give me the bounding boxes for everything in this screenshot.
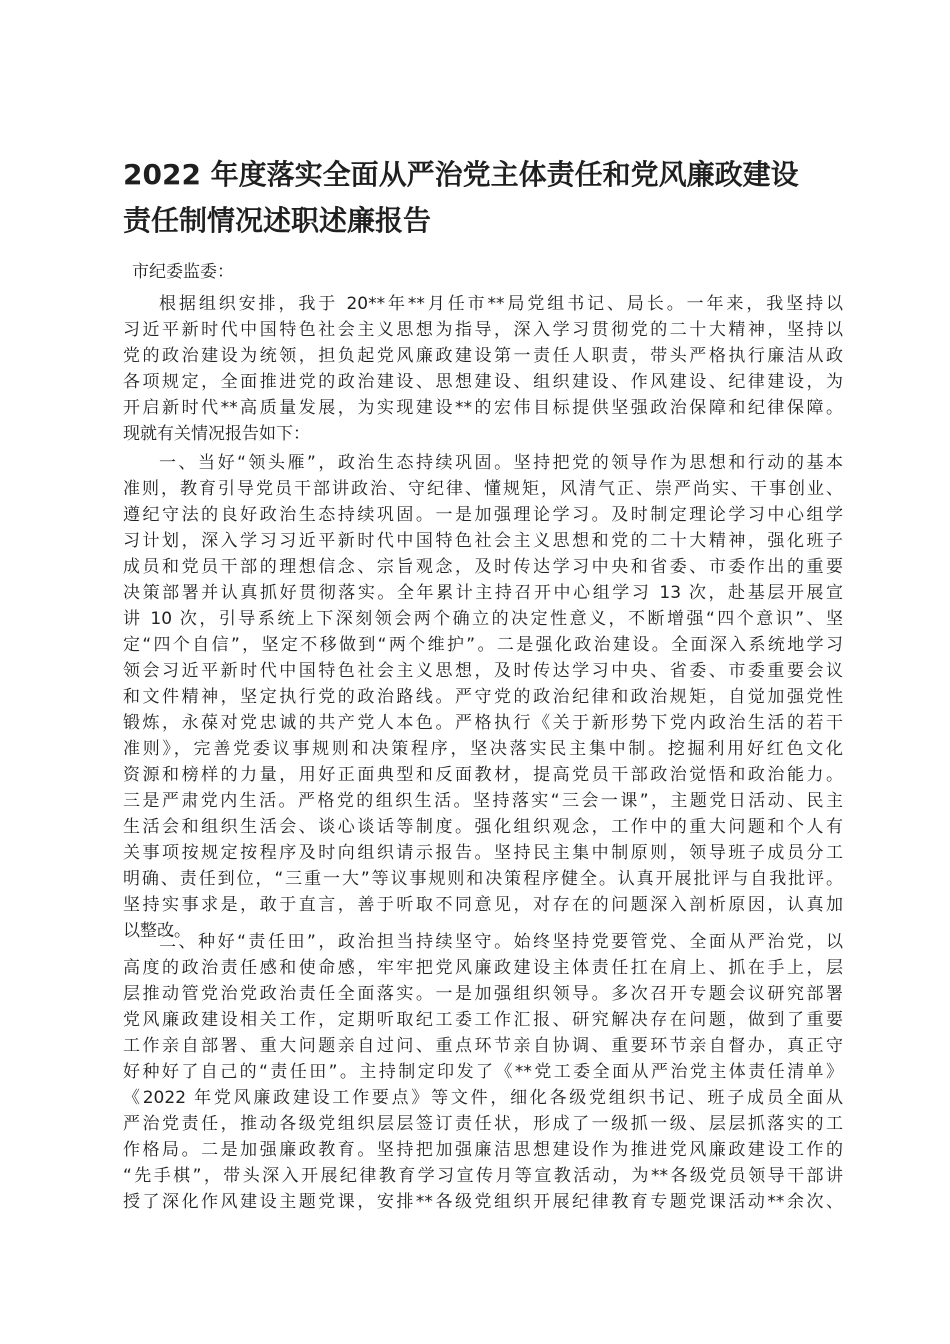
document-title — [123, 152, 843, 244]
text-line: 高度的政治责任感和使命感，牢牢把党风廉政建设主体责任扛在肩上、抓在手上，层 — [123, 958, 843, 978]
text-line: 开启新时代**高质量发展，为实现建设**的宏伟目标提供坚强政治保障和纪律保障。 — [123, 398, 843, 418]
text-line: 关事项按规定按程序及时向组织请示报告。坚持民主集中制原则，领导班子成员分工 — [123, 843, 843, 863]
text-line: 定“四个自信”，坚定不移做到“两个维护”。二是强化政治建设。全面深入系统地学习 — [123, 635, 843, 655]
text-line: “先手棋”，带头深入开展纪律教育学习宣传月等宣教活动，为**各级党员领导干部讲 — [123, 1166, 843, 1186]
text-line: 党风廉政建设相关工作，定期听取纪工委工作汇报、研究解决存在问题，做到了重要 — [123, 1010, 843, 1030]
text-line: 领会习近平新时代中国特色社会主义思想，及时传达学习中央、省委、市委重要会议 — [123, 661, 843, 681]
text-line: 好种好了自己的“责任田”。主持制定印发了《**党工委全面从严治党主体责任清单》 — [123, 1062, 843, 1082]
text-line: 准则》，完善党委议事规则和决策程序，坚决落实民主集中制。挖掘利用好红色文化 — [123, 739, 843, 759]
recipient-salutation: 市纪委监委： — [132, 262, 234, 282]
text-line: 以整改。 — [123, 921, 191, 941]
title-line: 责任制情况述职述廉报告 — [123, 204, 432, 237]
text-line: 层推动管党治党政治责任全面落实。一是加强组织领导。多次召开专题会议研究部署 — [123, 984, 843, 1004]
paragraph-intro — [123, 291, 843, 447]
text-line: 《2022 年党风廉政建设工作要点》等文件，细化各级党组织书记、班子成员全面从 — [123, 1088, 843, 1108]
text-line: 党的政治建设为统领，担负起党风廉政建设第一责任人职责，带头严格执行廉洁从政 — [123, 346, 843, 366]
text-line: 生活会和组织生活会、谈心谈话等制度。强化组织观念，工作中的重大问题和个人有 — [123, 817, 843, 837]
text-line: 作格局。二是加强廉政教育。坚持把加强廉洁思想建设作为推进党风廉政建设工作的 — [123, 1140, 843, 1160]
text-line: 授了深化作风建设主题党课，安排**各级党组织开展纪律教育专题党课活动**余次、 — [123, 1192, 843, 1212]
text-line: 严治党责任，推动各级党组织层层签订责任状，形成了一级抓一级、层层抓落实的工 — [123, 1114, 843, 1134]
text-line: 明确、责任到位，“三重一大”等议事规则和决策程序健全。认真开展批评与自我批评。 — [123, 869, 843, 889]
text-line: 习近平新时代中国特色社会主义思想为指导，深入学习贯彻党的二十大精神，坚持以 — [123, 320, 843, 340]
text-line: 成员和党员干部的理想信念、宗旨观念，及时传达学习中央和省委、市委作出的重要 — [123, 557, 843, 577]
text-line: 工作亲自部署、重大问题亲自过问、重点环节亲自协调、重要环节亲自督办，真正守 — [123, 1036, 843, 1056]
text-line: 习计划，深入学习习近平新时代中国特色社会主义思想和党的二十大精神，强化班子 — [123, 531, 843, 551]
text-line: 坚持实事求是，敢于直言，善于听取不同意见，对存在的问题深入剖析原因，认真加 — [123, 895, 843, 915]
text-line: 现就有关情况报告如下： — [123, 424, 310, 444]
text-line: 资源和榜样的力量，用好正面典型和反面教材，提高党员干部政治觉悟和政治能力。 — [123, 765, 843, 785]
text-line: 锻炼，永葆对党忠诚的共产党人本色。严格执行《关于新形势下党内政治生活的若干 — [123, 713, 843, 733]
text-line: 一、当好“领头雁”，政治生态持续巩固。坚持把党的领导作为思想和行动的基本 — [159, 453, 843, 473]
text-line: 准则，教育引导党员干部讲政治、守纪律、懂规矩，风清气正、崇严尚实、干事创业、 — [123, 479, 843, 499]
paragraph-section-one — [123, 450, 843, 944]
text-line: 遵纪守法的良好政治生态持续巩固。一是加强理论学习。及时制定理论学习中心组学 — [123, 505, 843, 525]
text-line: 讲 10 次，引导系统上下深刻领会两个确立的决定性意义，不断增强“四个意识”、坚 — [123, 609, 843, 629]
paragraph-section-two — [123, 929, 843, 1215]
title-line: 2022 年度落实全面从严治党主体责任和党风廉政建设 — [123, 158, 799, 191]
text-line: 根据组织安排，我于 20**年**月任市**局党组书记、局长。一年来，我坚持以 — [159, 294, 843, 314]
text-line: 三是严肃党内生活。严格党的组织生活。坚持落实“三会一课”，主题党日活动、民主 — [123, 791, 843, 811]
text-line: 和文件精神，坚定执行党的政治路线。严守党的政治纪律和政治规矩，自觉加强党性 — [123, 687, 843, 707]
text-line: 二、种好“责任田”，政治担当持续坚守。始终坚持党要管党、全面从严治党，以 — [159, 932, 843, 952]
text-line: 决策部署并认真抓好贯彻落实。全年累计主持召开中心组学习 13 次，赴基层开展宣 — [123, 583, 843, 603]
text-line: 各项规定，全面推进党的政治建设、思想建设、组织建设、作风建设、纪律建设，为 — [123, 372, 843, 392]
